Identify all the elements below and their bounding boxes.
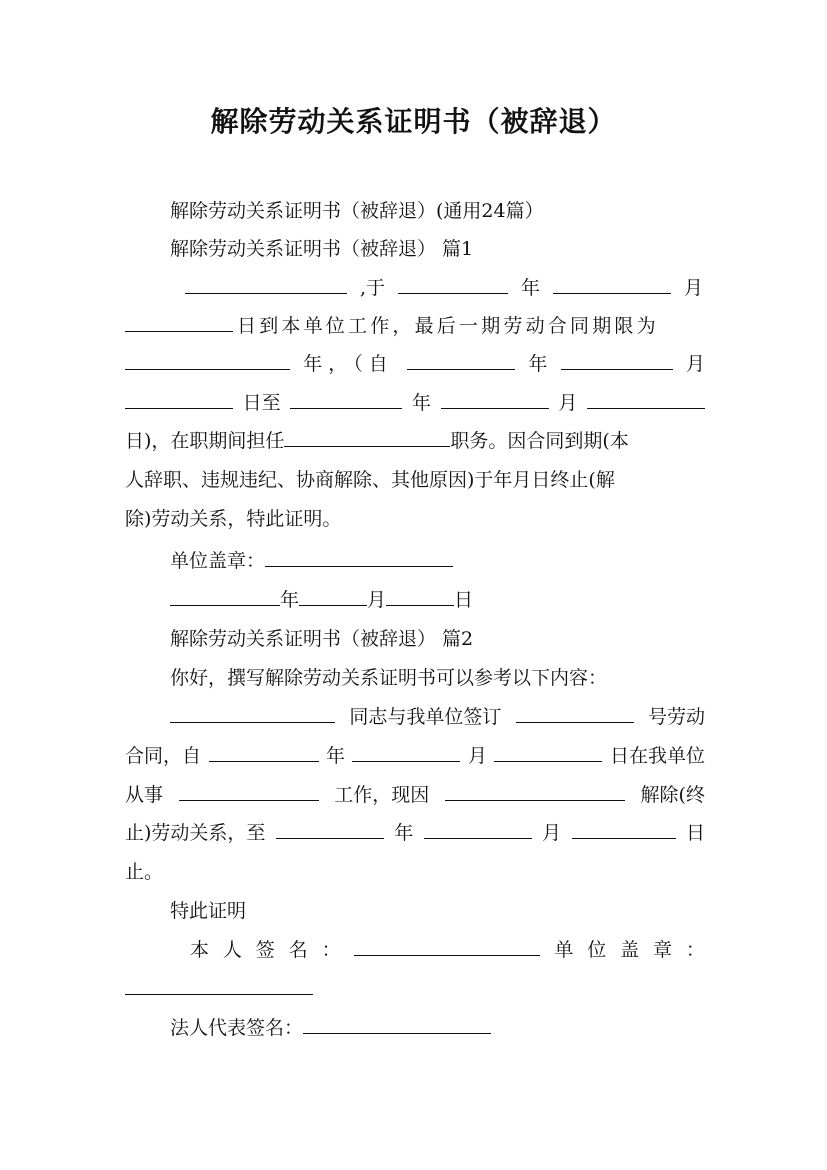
signature-blank: [354, 937, 540, 956]
reason-blank: [445, 782, 625, 801]
p1-l4-c: 月: [558, 392, 578, 414]
job-blank: [179, 782, 319, 801]
p1-l3-a: 年，（自: [303, 353, 394, 375]
p1-date-d: 日: [454, 589, 474, 611]
sign-ch-7: 位: [587, 939, 607, 961]
p1-line-6: 人辞职、违规违纪、协商解除、其他原因)于年月日终止(解: [125, 469, 615, 491]
p1-date-y: 年: [280, 589, 300, 611]
day-blank: [125, 313, 233, 332]
p2-l3-a: 从事: [125, 784, 164, 806]
sign-ch-2: 人: [222, 939, 242, 961]
part2-heading: 解除劳动关系证明书（被辞退） 篇2: [170, 628, 474, 650]
p1-line-1: [185, 275, 703, 302]
sign-ch-3: 签: [255, 939, 275, 961]
legal-label: 法人代表签名：: [170, 1017, 304, 1039]
p1-date-line: [170, 587, 705, 614]
year-blank: [398, 275, 508, 294]
p2-l2-c: 月: [467, 745, 487, 767]
p1-line-4: [125, 390, 705, 417]
seal-label: 单位盖章：: [170, 550, 266, 572]
p2-l2-a: 合同，自: [125, 745, 202, 767]
sign-ch-9: 章: [653, 939, 673, 961]
p2-sign-line: [190, 937, 705, 964]
p2-line-2: [125, 743, 705, 770]
seal-blank: [265, 548, 453, 567]
p2-l4-d: 日: [685, 822, 705, 844]
day-blank: [125, 390, 233, 409]
p1-line-3: [125, 351, 705, 378]
p2-l2-d: 日在我单位: [609, 745, 705, 767]
month-blank: [424, 820, 532, 839]
day-blank: [494, 743, 602, 762]
p1-line-7: 除)劳动关系，特此证明。: [125, 508, 342, 530]
p1-l1-c: 月: [683, 277, 703, 299]
month-blank: [299, 587, 367, 606]
month-blank: [352, 743, 460, 762]
sign-ch-5: ：: [321, 939, 341, 961]
position-blank: [284, 428, 450, 447]
day-blank: [572, 820, 676, 839]
p2-line-4: [125, 820, 705, 847]
p2-l4-c: 月: [542, 822, 562, 844]
p1-l3-b: 年: [528, 353, 548, 375]
p2-line-3: [125, 782, 705, 809]
p2-l4-b: 年: [394, 822, 414, 844]
p1-l4-b: 年: [411, 392, 431, 414]
intro-line: 解除劳动关系证明书（被辞退）(通用24篇）: [170, 200, 544, 222]
sign-ch-4: 名: [288, 939, 308, 961]
month-blank: [561, 351, 673, 370]
sign-ch-6: 单: [554, 939, 574, 961]
p1-line-2: [125, 313, 705, 340]
month-blank: [553, 275, 671, 294]
p2-l2-b: 年: [325, 745, 345, 767]
p1-l5-b: 职务。因合同到期(本: [450, 430, 629, 452]
p1-l3-c: 月: [685, 353, 705, 375]
p2-l3-c: 解除(终: [640, 784, 705, 806]
year-blank: [407, 351, 515, 370]
p1-line-5: [125, 428, 705, 455]
p1-l1-a: ,于: [359, 277, 386, 299]
day-blank: [587, 390, 705, 409]
name-blank: [185, 275, 347, 294]
legal-signature-blank: [303, 1015, 491, 1034]
document-title: 解除劳动关系证明书（被辞退）: [210, 105, 617, 138]
p2-line-5: 止。: [125, 861, 164, 883]
p2-l1-b: 号劳动: [647, 706, 705, 728]
p1-date-m: 月: [367, 589, 387, 611]
p1-l1-b: 年: [521, 277, 541, 299]
p2-seal-line: [125, 976, 705, 1003]
p2-greeting: 你好，撰写解除劳动关系证明书可以参考以下内容：: [170, 667, 608, 689]
p1-l4-a: 日至: [242, 392, 281, 414]
p2-legal-line: [170, 1015, 705, 1042]
sign-ch-8: 盖: [620, 939, 640, 961]
part1-heading: 解除劳动关系证明书（被辞退） 篇1: [170, 238, 474, 260]
p1-l5-a: 日)，在职期间担任: [125, 430, 285, 452]
year-blank: [290, 390, 402, 409]
sign-ch-1: 本: [190, 939, 210, 961]
p2-l3-b: 工作，现因: [334, 784, 430, 806]
p2-cert: 特此证明: [170, 900, 247, 922]
p2-l4-a: 止)劳动关系，至: [125, 822, 266, 844]
year-blank: [170, 587, 280, 606]
year-blank: [276, 820, 384, 839]
p1-l2-text: 日到本单位工作，最后一期劳动合同期限为: [237, 315, 659, 337]
month-blank: [441, 390, 549, 409]
p2-l1-a: 同志与我单位签订: [349, 706, 502, 728]
term-blank: [125, 351, 290, 370]
year-blank: [209, 743, 319, 762]
p2-line-1: [170, 704, 705, 731]
day-blank: [386, 587, 454, 606]
p1-seal-line: [170, 548, 705, 575]
sign-ch-10: ：: [685, 939, 705, 961]
contract-no-blank: [516, 704, 634, 723]
name-blank: [170, 704, 335, 723]
seal-blank: [125, 976, 313, 995]
